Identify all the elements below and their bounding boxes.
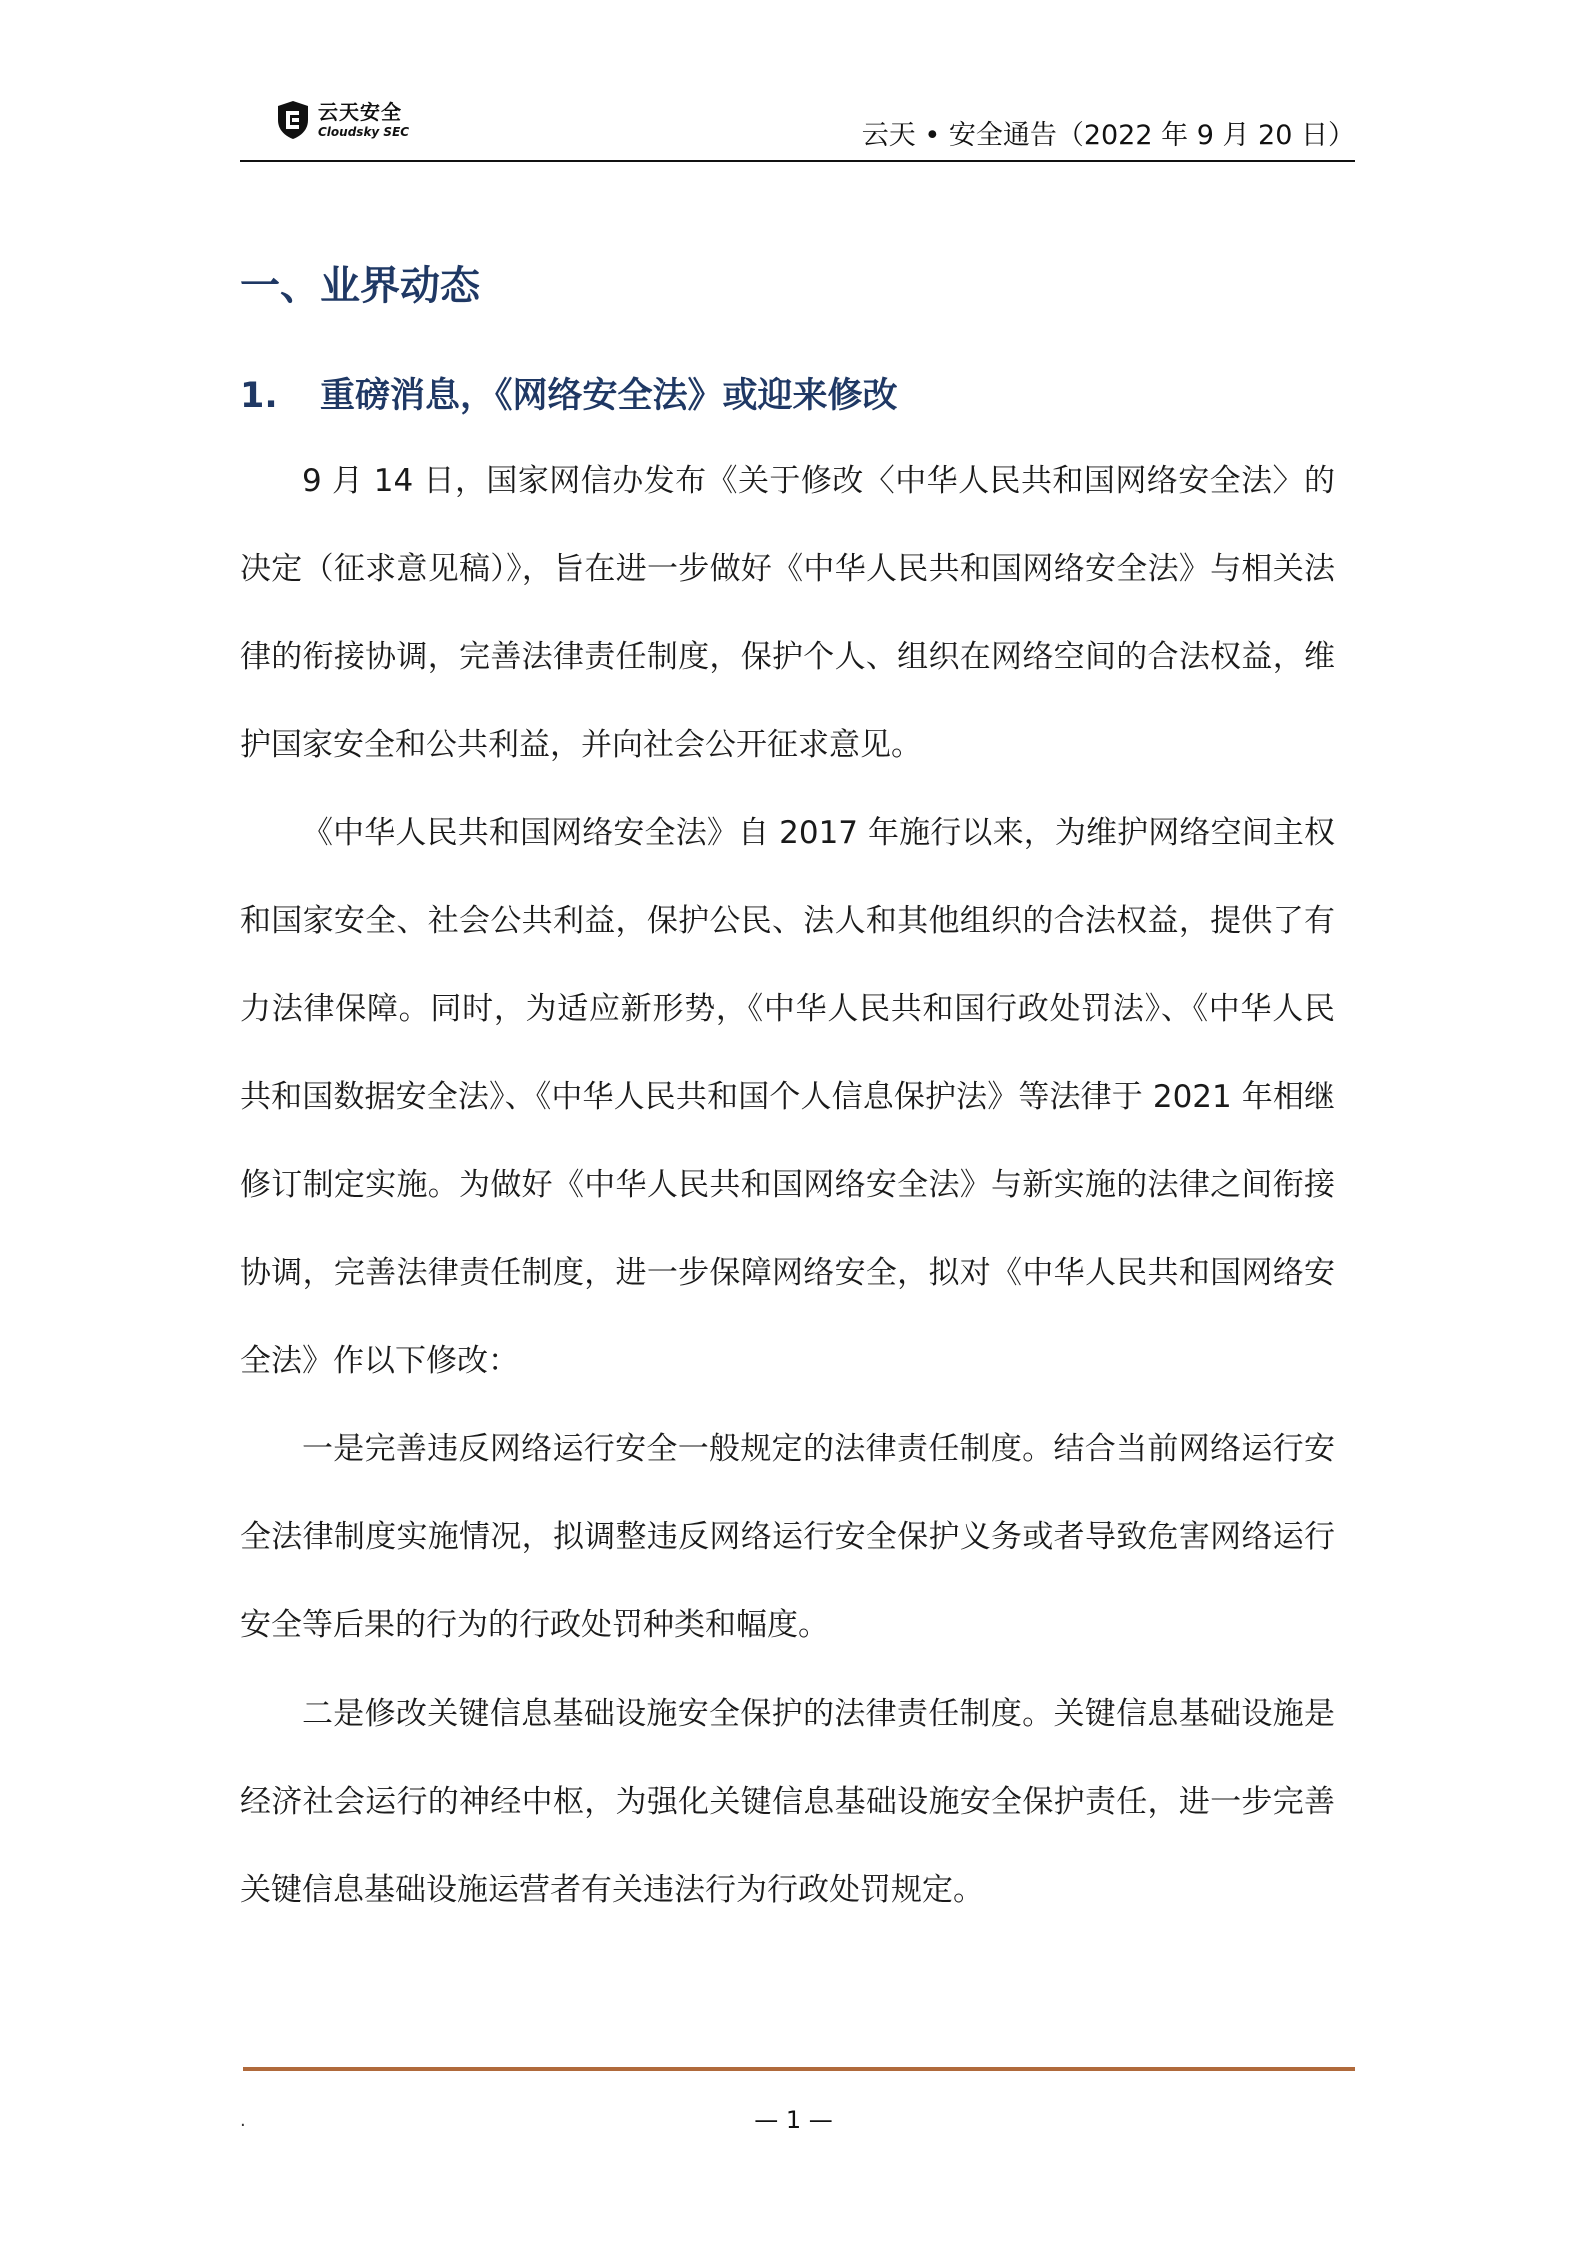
bulletin-date: 云天 • 安全通告（2022 年 9 月 20 日） [861, 120, 1355, 151]
paragraph-text: 《中华人民共和国网络安全法》自 2017 年施行以来，为维护网络空间主权和国家安全、社会公共利益，保护公民、法人和其他组织的合法权益，提供了有力法律保障。同时，为适应新形势，《中华人民共和国行政处罚法》、《中华人民共和国数据安全法》、《中华人民共和国个人信息保护法》等法律于 2021 年相继修订制定实施。为做好《中华人民共和国网络安全法》与新实施的法律之间衔接协调，完善法律责任制度，进一步保障网络安全，拟对《中华人民共和国网络安全法》作以下修改： [240, 815, 1335, 1379]
page-header [240, 96, 1355, 162]
article-title [240, 368, 898, 418]
page-number: — 1 — [754, 2106, 833, 2134]
paragraph-text: 9 月 14 日，国家网信办发布《关于修改〈中华人民共和国网络安全法〉的决定（征求意见稿）》，旨在进一步做好《中华人民共和国网络安全法》与相关法律的衔接协调，完善法律责任制度，保护个人、组织在网络空间的合法权益，维护国家安全和公共利益，并向社会公开征求意见。 [240, 463, 1335, 763]
paragraph-1 [240, 437, 1335, 789]
article-number: 1. [240, 376, 278, 416]
paragraph-text: 二是修改关键信息基础设施安全保护的法律责任制度。关键信息基础设施是经济社会运行的神经中枢，为强化关键信息基础设施安全保护责任，进一步完善关键信息基础设施运营者有关违法行为行政处罚规定。 [240, 1696, 1335, 1908]
section-title: 一、业界动态 [240, 263, 480, 309]
cloudsky-shield-logo-icon [276, 100, 310, 140]
footer-divider [243, 2067, 1355, 2071]
footer-dot: . [240, 2110, 246, 2131]
logo-english-name: Cloudsky SEC [318, 125, 410, 139]
paragraph-text: 一是完善违反网络运行安全一般规定的法律责任制度。结合当前网络运行安全法律制度实施情况，拟调整违反网络运行安全保护义务或者导致危害网络运行安全等后果的行为的行政处罚种类和幅度。 [240, 1431, 1335, 1643]
header-divider [240, 160, 1355, 162]
company-logo [276, 98, 409, 142]
paragraph-4 [240, 1670, 1335, 1934]
paragraph-2 [240, 789, 1335, 1405]
logo-chinese-name: 云天安全 [318, 100, 402, 124]
article-title-text: 重磅消息，《网络安全法》或迎来修改 [320, 376, 898, 416]
paragraph-3 [240, 1405, 1335, 1669]
